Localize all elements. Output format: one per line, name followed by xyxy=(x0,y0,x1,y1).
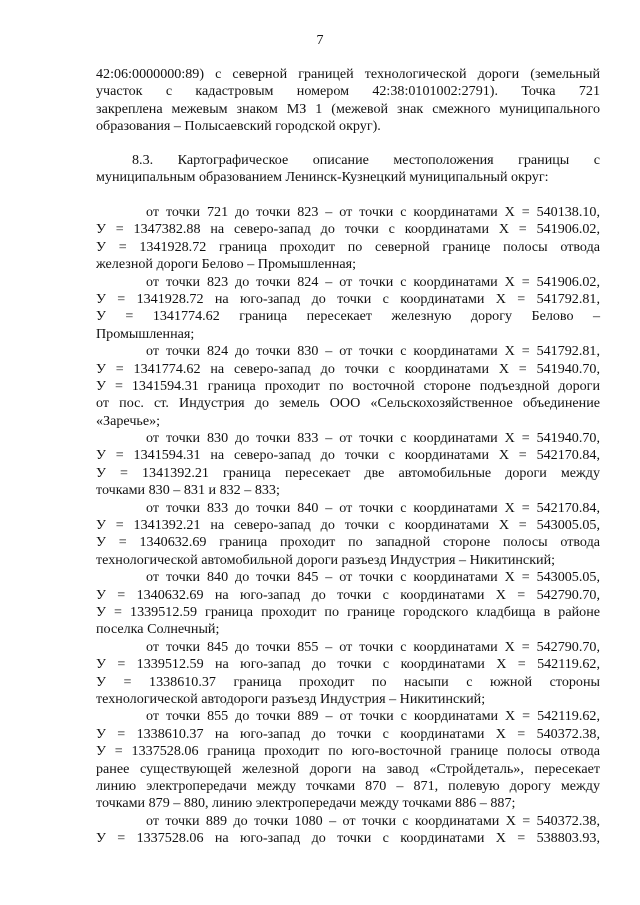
text-line: У = 1341774.62 граница пересекает железную дорогу Белово – xyxy=(96,308,600,325)
text-line: технологической автодороги разъезд Индустрия – Никитинский; xyxy=(96,690,486,707)
text-line: точками 830 – 831 и 832 – 833; xyxy=(96,482,280,499)
text-line: Промышленная; xyxy=(96,325,195,342)
text-line: У = 1339512.59 на юго-запад до точки с координатами Х = 542119.62, xyxy=(96,656,600,673)
text-line: У = 1341928.72 на юго-запад до точки с координатами Х = 541792.81, xyxy=(96,290,600,307)
text-line: линию электропередачи между точками 870 – 871, полевую дорогу между xyxy=(96,777,600,794)
text-line: 42:06:0000000:89) с северной границей технологической дороги (земельный xyxy=(96,66,600,82)
text-line: У = 1340632.69 на юго-запад до точки с координатами Х = 542790.70, xyxy=(96,586,600,603)
text-line: ранее существующей железной дороги на завод «Стройдеталь», пересекает xyxy=(96,760,600,777)
page-number: 7 xyxy=(316,33,324,48)
text-line: У = 1337528.06 на юго-запад до точки с координатами Х = 538803.93, xyxy=(96,830,600,847)
text-line: от точки 840 до точки 845 – от точки с координатами Х = 543005.05, xyxy=(146,569,600,586)
text-line: от пос. ст. Индустрия до земель ООО «Сельскохозяйственное объединение xyxy=(96,395,600,412)
text-line: от точки 855 до точки 889 – от точки с координатами Х = 542119.62, xyxy=(146,708,600,725)
text-line: «Заречье»; xyxy=(96,412,161,429)
text-line: У = 1338610.37 на юго-запад до точки с координатами Х = 540372.38, xyxy=(96,725,600,742)
text-line: У = 1341392.21 на северо-запад до точки с координатами Х = 543005.05, xyxy=(96,517,600,534)
text-line: У = 1341928.72 граница проходит по северной границе полосы отвода xyxy=(96,238,600,255)
text-line: от точки 824 до точки 830 – от точки с координатами Х = 541792.81, xyxy=(146,343,600,360)
text-line: железной дороги Белово – Промышленная; xyxy=(96,256,357,273)
text-line: У = 1341392.21 граница пересекает две автомобильные дороги между xyxy=(96,464,600,481)
text-line: У = 1339512.59 граница проходит по границе городского кладбища в районе xyxy=(96,603,600,620)
text-line: технологической автомобильной дороги разъезд Индустрия – Никитинский; xyxy=(96,551,556,568)
section-heading-line: муниципальным образованием Ленинск-Кузнецкий муниципальный округ: xyxy=(96,169,549,186)
text-line: от точки 845 до точки 855 – от точки с координатами Х = 542790.70, xyxy=(146,638,600,655)
text-line: поселка Солнечный; xyxy=(96,621,220,638)
intro-paragraph xyxy=(96,66,600,136)
text-line: У = 1341594.31 на северо-запад до точки с координатами Х = 542170.84, xyxy=(96,447,600,464)
text-line: участок с кадастровым номером 42:38:0101002:2791). Точка 721 xyxy=(96,83,600,100)
text-line: У = 1338610.37 граница проходит по насыпи с южной стороны xyxy=(96,673,600,690)
text-line: У = 1340632.69 граница проходит по западной стороне полосы отвода xyxy=(96,534,600,551)
section-heading-line: 8.3. Картографическое описание местоположения границы с xyxy=(132,152,600,168)
text-line: от точки 721 до точки 823 – от точки с координатами Х = 540138.10, xyxy=(146,204,600,220)
text-line: точками 879 – 880, линию электропередачи между точками 886 – 887; xyxy=(96,795,516,812)
boundary-description xyxy=(96,204,600,847)
text-line: от точки 823 до точки 824 – от точки с координатами Х = 541906.02, xyxy=(146,273,600,290)
text-line: У = 1341774.62 на северо-запад до точки с координатами Х = 541940.70, xyxy=(96,360,600,377)
text-line: от точки 830 до точки 833 – от точки с координатами Х = 541940.70, xyxy=(146,430,600,447)
text-line: У = 1341594.31 граница проходит по восточной стороне подъездной дороги xyxy=(96,377,600,394)
text-line: от точки 833 до точки 840 – от точки с координатами Х = 542170.84, xyxy=(146,499,600,516)
text-line: У = 1337528.06 граница проходит по юго-восточной границе полосы отвода xyxy=(96,743,600,760)
text-line: У = 1347382.88 на северо-запад до точки с координатами Х = 541906.02, xyxy=(96,221,600,238)
text-line: от точки 889 до точки 1080 – от точки с координатами Х = 540372.38, xyxy=(146,812,600,829)
text-line: образования – Полысаевский городской округ). xyxy=(96,118,381,135)
text-line: закреплена межевым знаком МЗ 1 (межевой знак смежного муниципального xyxy=(96,100,600,117)
section-8-3-paragraph xyxy=(96,152,600,187)
